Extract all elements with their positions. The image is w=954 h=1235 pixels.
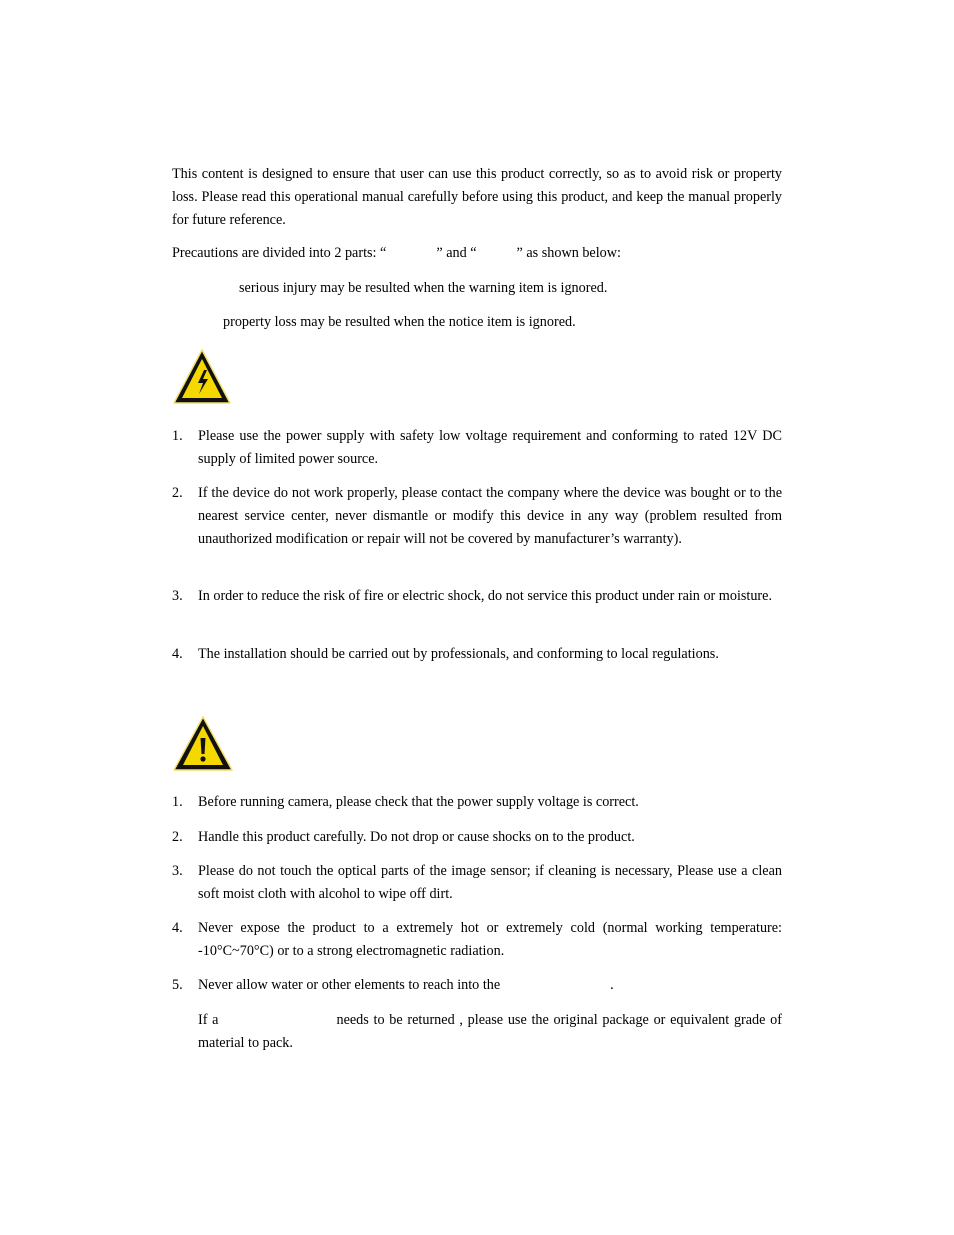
warning-list-item: [172, 425, 782, 471]
list-number: 2.: [172, 829, 183, 845]
list-text: [198, 974, 782, 997]
closing-suffix: needs to be returned , please use the original package or equivalent grade of material to pack.: [198, 1012, 782, 1051]
list-text: In order to reduce the risk of fire or electric shock, do not service this product under rain or moisture.: [198, 588, 773, 604]
closing-prefix: If a: [198, 1012, 219, 1028]
list-text-suffix: .: [610, 977, 614, 993]
intro-paragraph: This content is designed to ensure that user can use this product correctly, so as to avoid risk or property loss. Please read this operational manual carefully before using this product, and keep the manual properly for future reference.: [172, 166, 782, 228]
list-number: 1.: [172, 794, 183, 810]
list-text: Handle this product carefully. Do not drop or cause shocks on to the product.: [198, 829, 635, 845]
precautions-and: ” and “: [436, 245, 477, 261]
list-number: 1.: [172, 428, 183, 444]
precautions-suffix: ” as shown below:: [516, 245, 621, 261]
list-text-main: Never allow water or other elements to reach into the: [198, 977, 501, 993]
list-number: 3.: [172, 863, 183, 879]
list-number: 2.: [172, 485, 183, 501]
list-number: 4.: [172, 920, 183, 936]
list-text: Never expose the product to a extremely hot or extremely cold (normal working temperature: -10°C~70°C) or to a strong electromagnetic radiation.: [198, 920, 782, 959]
list-text: Please use the power supply with safety low voltage requirement and conforming to rated 12V DC supply of limited power source.: [198, 428, 782, 467]
list-number: 5.: [172, 977, 183, 993]
list-text: If the device do not work properly, please contact the company where the device was bought or to the nearest service center, never dismantle or modify this device in any way (problem resulted from unauthorized modification or repair will not be covered by manufacturer’s warranty).: [198, 485, 782, 547]
warning-list-item: [172, 482, 782, 551]
closing-paragraph: [198, 1009, 782, 1055]
list-text: The installation should be carried out by professionals, and conforming to local regulations.: [198, 646, 719, 662]
notice-list-item: [172, 826, 782, 849]
list-text: Please do not touch the optical parts of the image sensor; if cleaning is necessary, Please use a clean soft moist cloth with alcohol to wipe off dirt.: [198, 863, 782, 902]
list-number: 3.: [172, 588, 183, 604]
notice-list-item: [172, 860, 782, 906]
precautions-prefix: Precautions are divided into 2 parts: “: [172, 245, 387, 261]
warning-description: serious injury may be resulted when the warning item is ignored.: [239, 280, 608, 296]
notice-list-item: [172, 791, 782, 814]
notice-list-item: [172, 974, 782, 997]
notice-description: property loss may be resulted when the notice item is ignored.: [223, 314, 576, 330]
precautions-line: [172, 242, 621, 265]
list-text: Before running camera, please check that the power supply voltage is correct.: [198, 794, 639, 810]
exclamation-warning-icon: [172, 715, 234, 773]
warning-list-item: [172, 585, 782, 608]
notice-list-item: [172, 917, 782, 963]
electric-shock-warning-icon: [172, 348, 232, 406]
warning-list-item: [172, 643, 782, 666]
list-number: 4.: [172, 646, 183, 662]
